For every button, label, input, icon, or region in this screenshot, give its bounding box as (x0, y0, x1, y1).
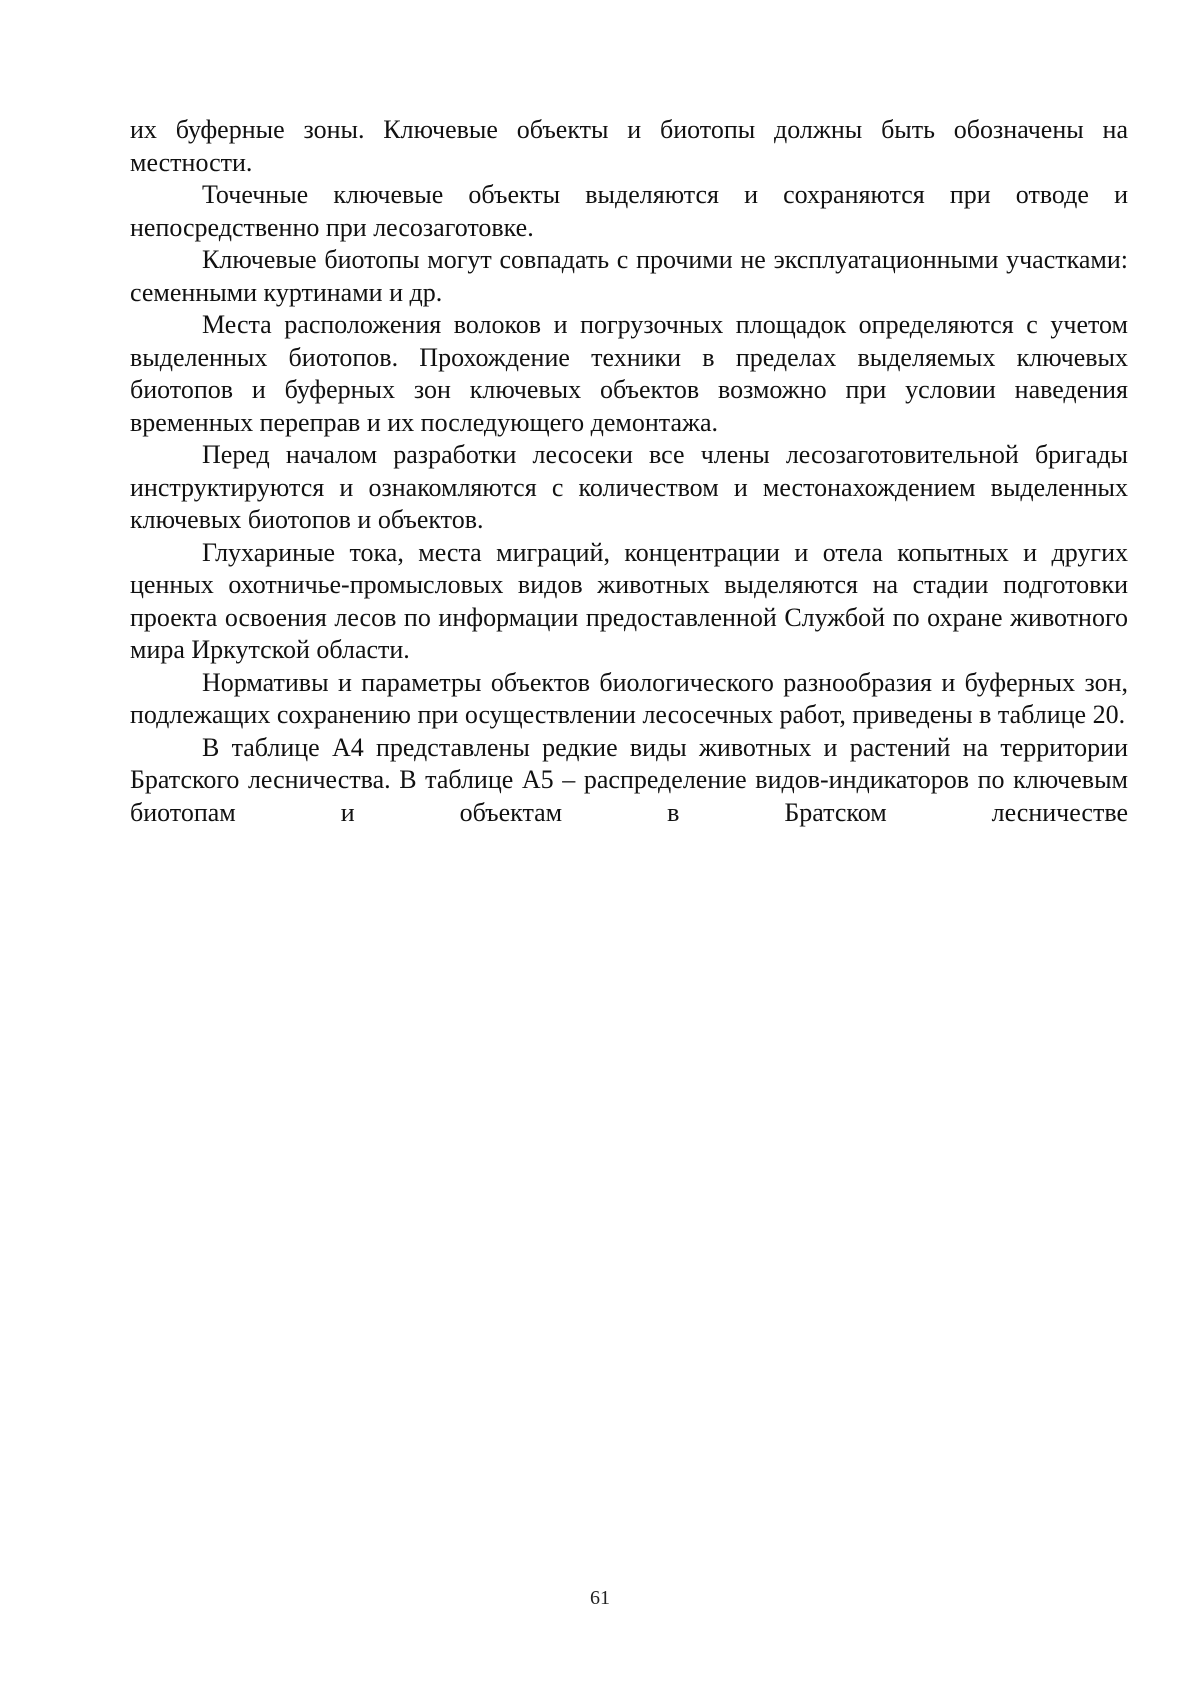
paragraph-crew-briefing: Перед началом разработки лесосеки все члены лесозаготовительной бригады инструктируются и ознакомляются с количеством и местонахождением выделенных ключевых биотопов и объектов. (130, 440, 1128, 534)
body-text (130, 114, 1128, 829)
paragraph-key-biotopes: Ключевые биотопы могут совпадать с прочими не эксплуатационными участками: семенными куртинами и др. (130, 245, 1128, 307)
paragraph-skid-trails: Места расположения волоков и погрузочных площадок определяются с учетом выделенных биотопов. Прохождение техники в пределах выделяемых ключевых биотопов и буферных зон ключевых объектов возможно при условии наведения временных переправ и их последующего демонтажа. (130, 310, 1128, 437)
paragraph-point-objects: Точечные ключевые объекты выделяются и сохраняются при отводе и непосредственно при лесозаготовке. (130, 180, 1128, 242)
page-number: 61 (590, 1587, 610, 1609)
paragraph-norms-reference: Нормативы и параметры объектов биологического разнообразия и буферных зон, подлежащих сохранению при осуществлении лесосечных работ, приведены в таблице 20. (130, 667, 1128, 729)
paragraph-game-species: Глухариные тока, места миграций, концентрации и отела копытных и других ценных охотничье-промысловых видов животных выделяются на стадии подготовки проекта освоения лесов по информации предоставленной Службой по охране животного мира Иркутской области. (130, 537, 1128, 664)
paragraph-tables-reference: В таблице А4 представлены редкие виды животных и растений на территории Братского лесничества. В таблице А5 – распределение видов-индикаторов по ключевым биотопам и объектам в Братском лесничестве (130, 732, 1128, 827)
paragraph-continuation: их буферные зоны. Ключевые объекты и биотопы должны быть обозначены на местности. (130, 115, 1128, 177)
